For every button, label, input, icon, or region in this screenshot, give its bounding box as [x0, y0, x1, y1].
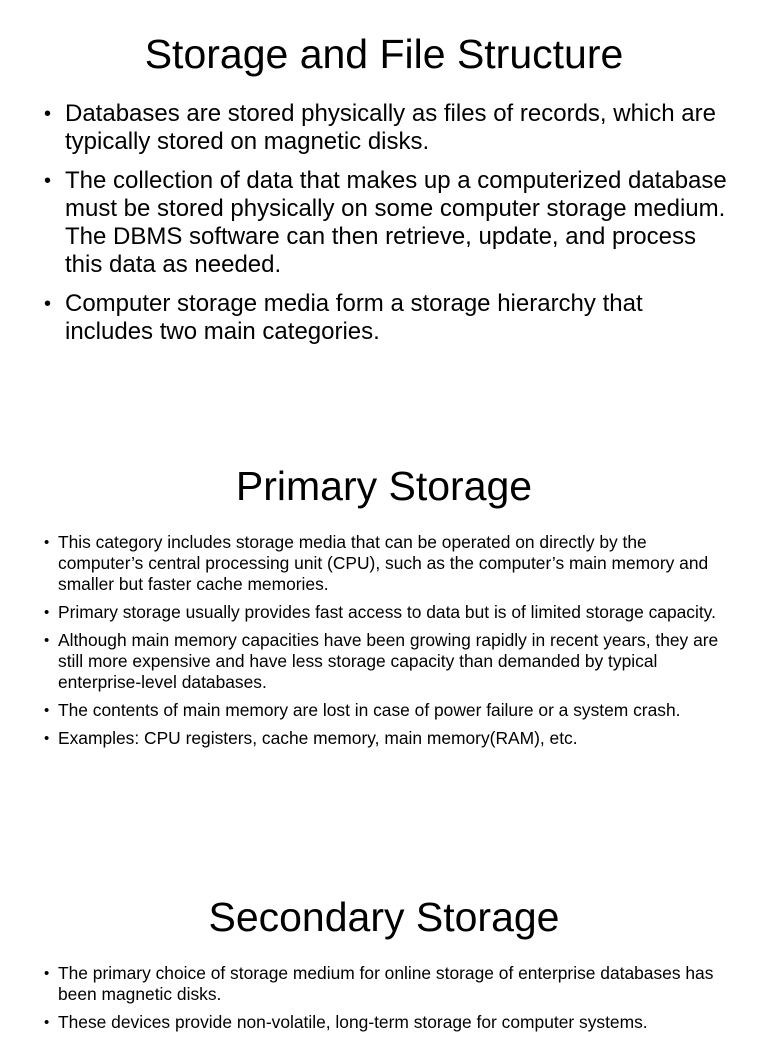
bullet-icon: • [44, 170, 52, 192]
bullet-icon: • [44, 103, 52, 125]
slide-secondary-storage [0, 872, 768, 1032]
list-item [44, 963, 734, 1005]
list-item [44, 728, 734, 749]
slide-title: Primary Storage [235, 463, 533, 509]
bullet-icon: • [44, 1014, 50, 1031]
list-item [44, 630, 734, 693]
bullet-icon: • [44, 702, 50, 719]
bullet-icon: • [44, 293, 52, 315]
bullet-text: Examples: CPU registers, cache memory, main memory(RAM), etc. [58, 728, 578, 748]
bullet-text: The collection of data that makes up a computerized database must be stored physically on some computer storage medium. The DBMS software can then retrieve, update, and process this data as needed. [65, 167, 727, 278]
slide-primary-storage [0, 440, 768, 840]
list-item [44, 602, 734, 623]
bullet-list [44, 963, 734, 1040]
bullet-text: This category includes storage media that can be operated on directly by the computer’s central processing unit (CPU), such as the computer’s main memory and smaller but faster cache memories. [58, 532, 709, 594]
bullet-text: Databases are stored physically as files of records, which are typically stored on magnetic disks. [65, 100, 716, 155]
list-item [44, 100, 734, 156]
bullet-icon: • [44, 604, 50, 621]
slide-storage-and-file-structure [0, 0, 768, 420]
bullet-list [44, 100, 734, 357]
list-item [44, 532, 734, 595]
list-item [44, 700, 734, 721]
bullet-text: Primary storage usually provides fast access to data but is of limited storage capacity. [58, 602, 716, 622]
bullet-icon: • [44, 632, 50, 649]
bullet-text: Computer storage media form a storage hierarchy that includes two main categories. [65, 290, 643, 345]
bullet-icon: • [44, 730, 50, 747]
slide-title: Secondary Storage [208, 894, 560, 940]
bullet-text: These devices provide non-volatile, long-term storage for computer systems. [58, 1012, 648, 1032]
list-item [44, 1012, 734, 1033]
slide-title: Storage and File Structure [144, 31, 624, 77]
bullet-list [44, 532, 734, 756]
bullet-text: The primary choice of storage medium for online storage of enterprise databases has been magnetic disks. [58, 963, 714, 1004]
list-item [44, 290, 734, 346]
bullet-icon: • [44, 534, 50, 551]
bullet-icon: • [44, 965, 50, 982]
bullet-text: Although main memory capacities have been growing rapidly in recent years, they are still more expensive and have less storage capacity than demanded by typical enterprise-level databases. [58, 630, 719, 692]
bullet-text: The contents of main memory are lost in case of power failure or a system crash. [58, 700, 681, 720]
list-item [44, 167, 734, 279]
